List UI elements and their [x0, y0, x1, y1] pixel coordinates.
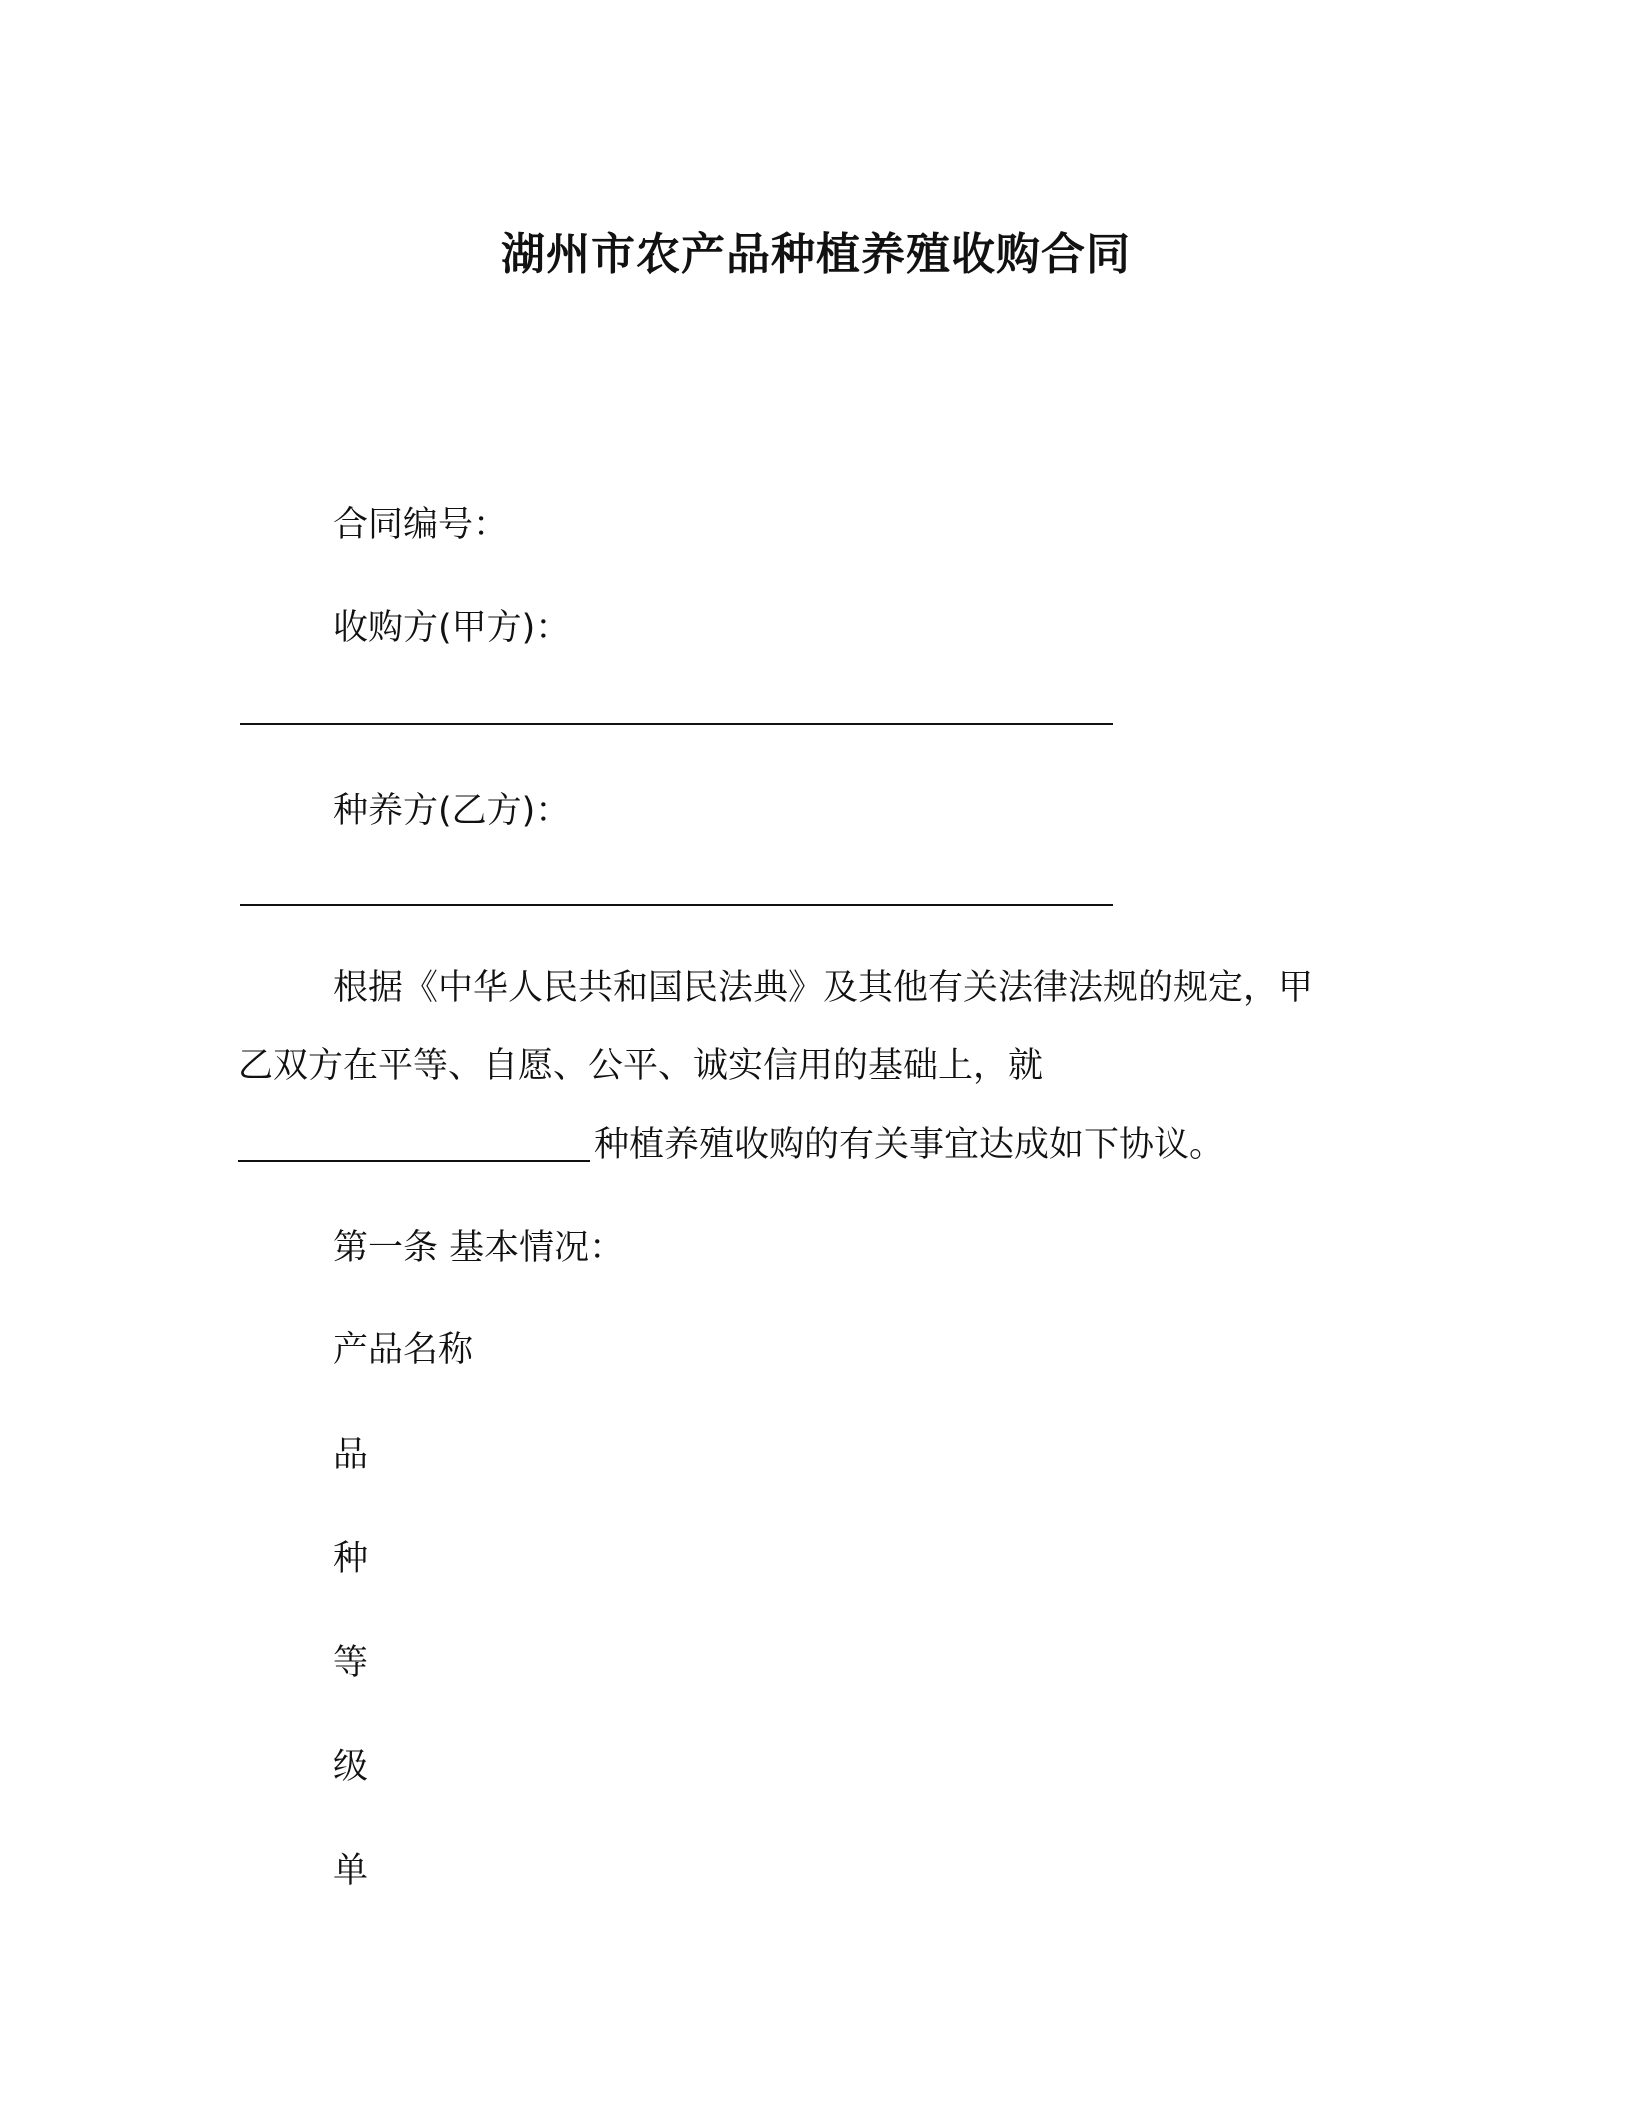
- table-item: 级: [333, 1747, 369, 1787]
- preamble-line-2: 乙双方在平等、自愿、公平、诚实信用的基础上，就: [238, 1046, 1044, 1086]
- buyer-blank-line: [240, 723, 1113, 725]
- article-1-heading: 第一条 基本情况：: [333, 1228, 625, 1268]
- grower-party-label: 种养方(乙方)：: [333, 791, 571, 831]
- table-item: 等: [333, 1643, 369, 1683]
- table-item: 产品名称: [333, 1330, 474, 1370]
- product-blank-line: [238, 1160, 590, 1162]
- contract-number-label: 合同编号：: [333, 505, 509, 545]
- table-item: 种: [333, 1539, 369, 1579]
- grower-blank-line: [240, 904, 1113, 906]
- preamble-line-3: [238, 1117, 1224, 1167]
- table-item: 单: [333, 1851, 369, 1891]
- document-title: 湖州市农产品种植养殖收购合同: [501, 229, 1131, 280]
- buyer-party-label: 收购方(甲方)：: [333, 608, 571, 648]
- table-item: 品: [333, 1435, 369, 1475]
- preamble-line-1: 根据《中华人民共和国民法典》及其他有关法律法规的规定，甲: [333, 968, 1314, 1008]
- preamble-line-3-text: 种植养殖收购的有关事宜达成如下协议。: [594, 1125, 1225, 1165]
